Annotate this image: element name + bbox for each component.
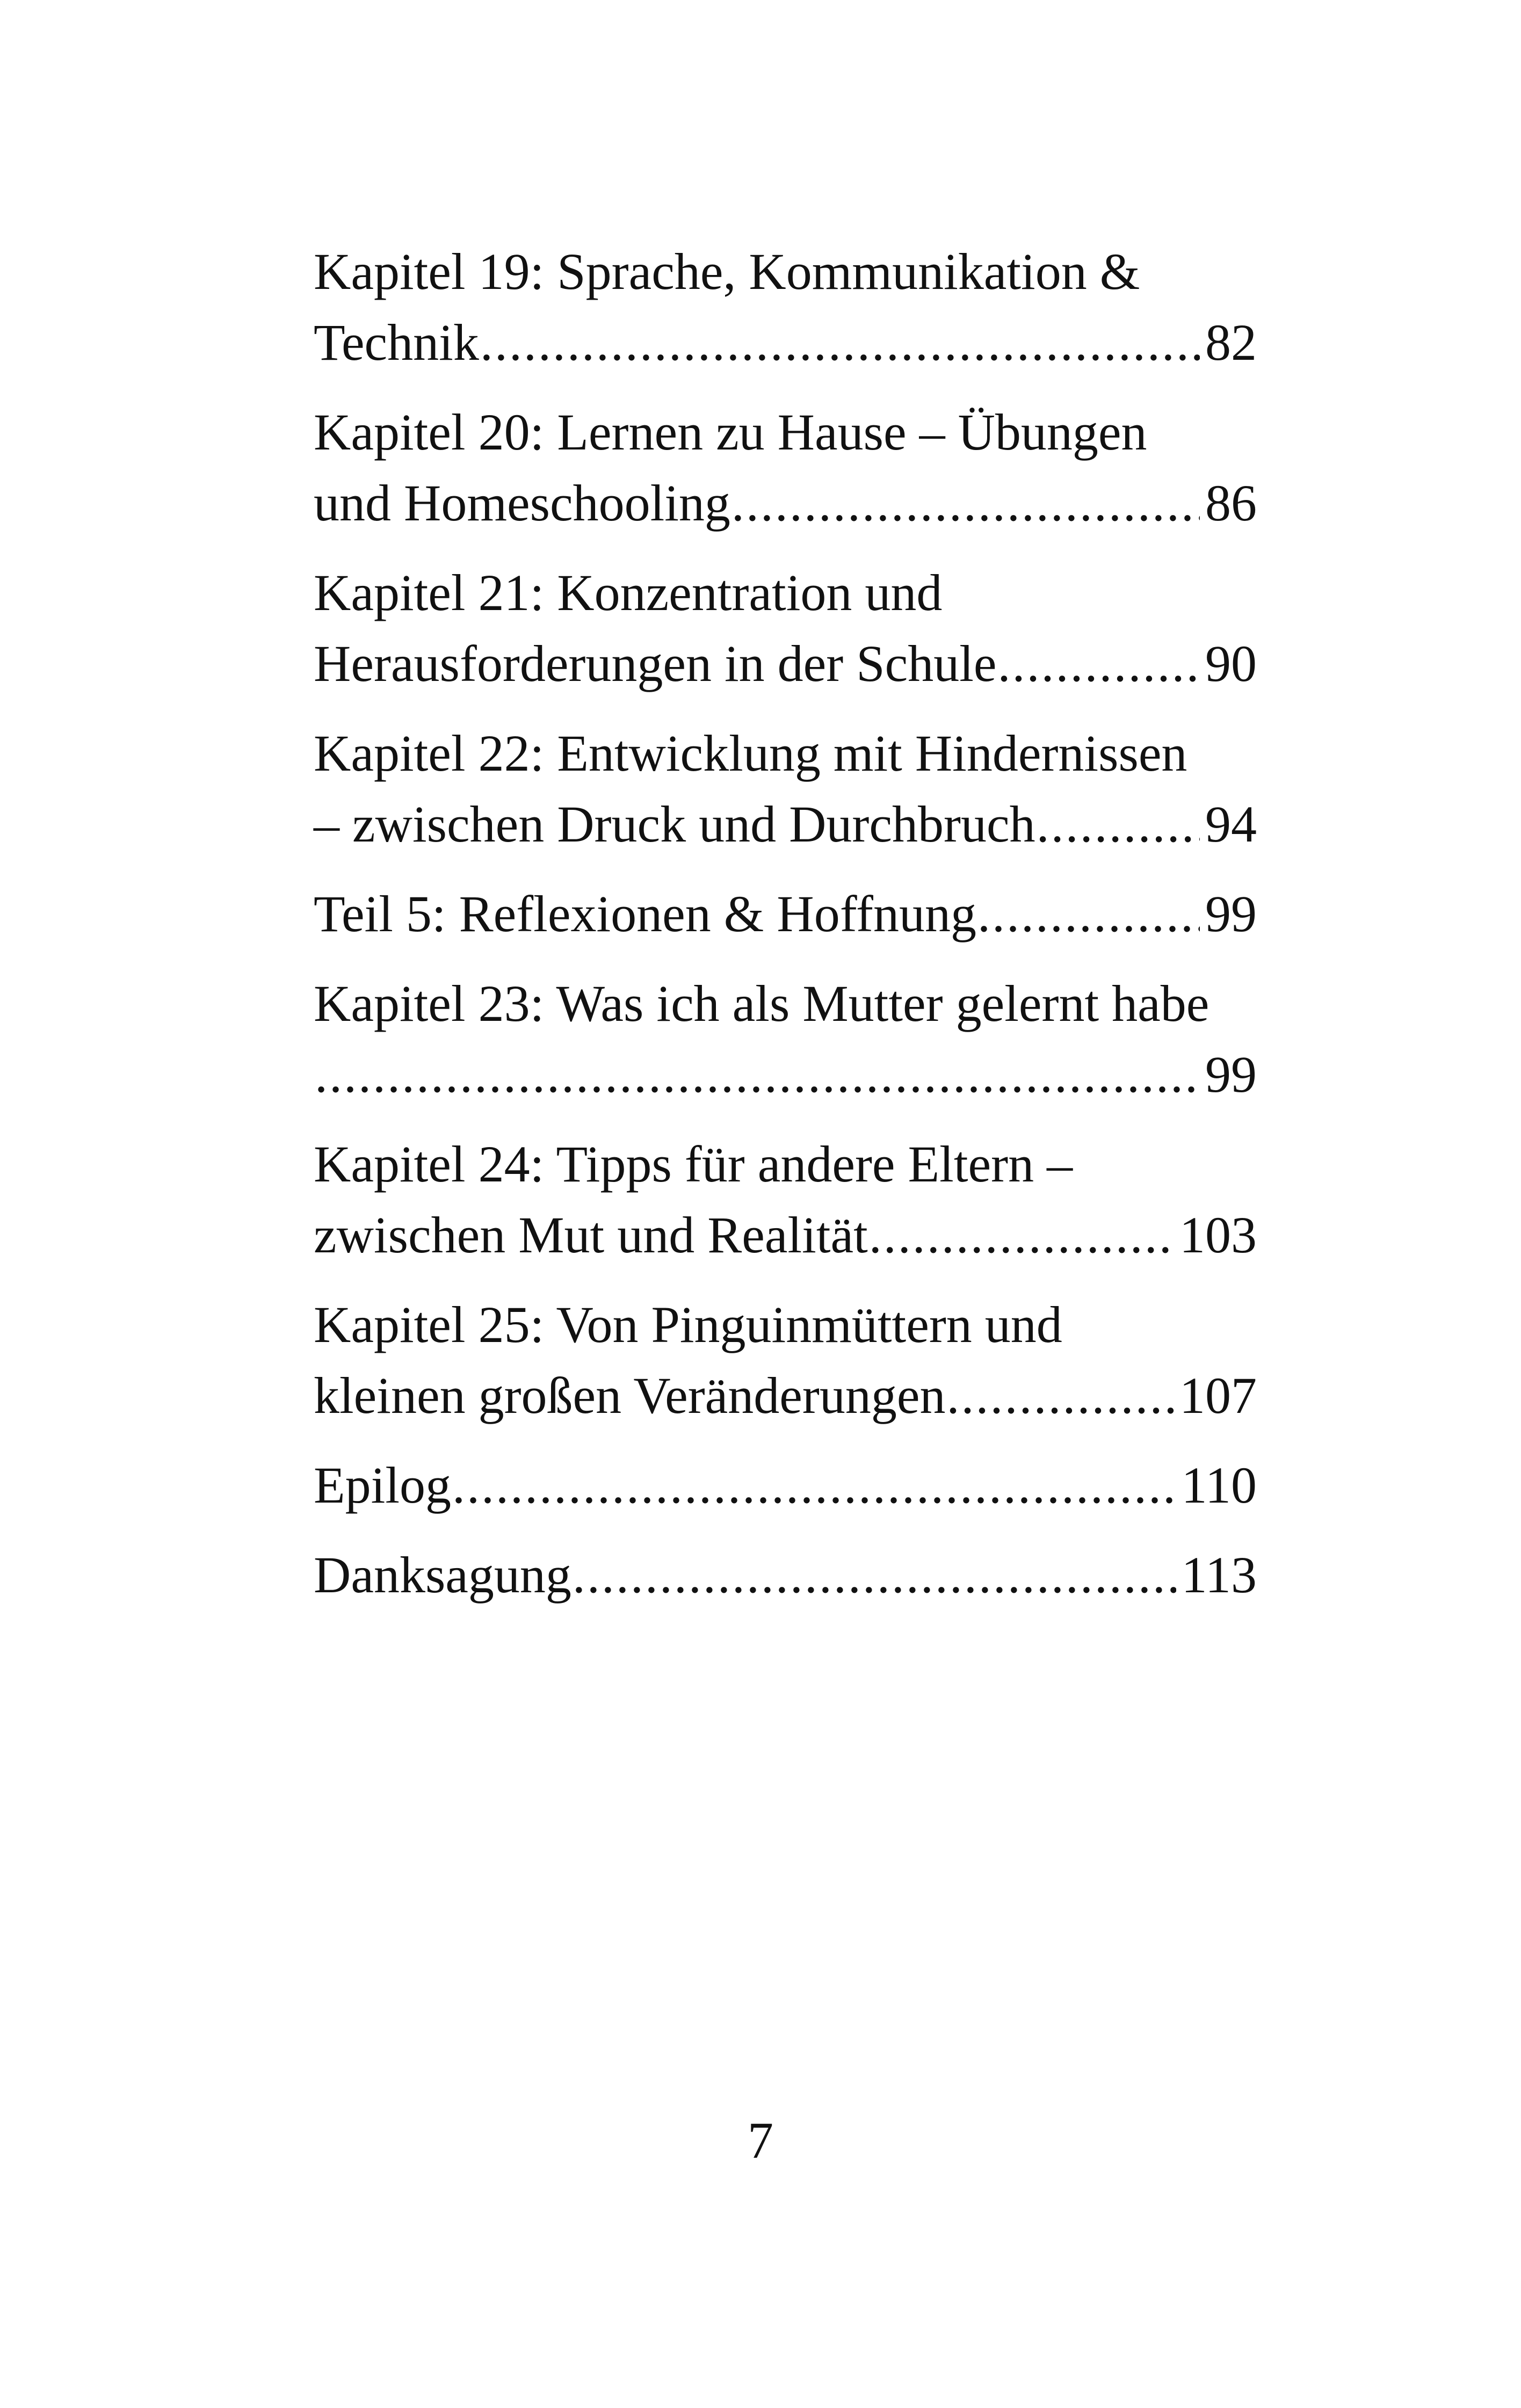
toc-entry-last-line: [314, 1039, 1257, 1110]
dot-leader: [998, 628, 1200, 699]
toc-entry-title-line: [314, 236, 1257, 307]
toc-entry-title: Kapitel 21: Konzentration und: [314, 564, 943, 621]
toc-entry-last-line: [314, 879, 1257, 949]
toc-entry-title: Kapitel 20: Lernen zu Hause – Übungen: [314, 403, 1147, 461]
toc-entry-title-line: [314, 718, 1257, 789]
dot-leader: [315, 1039, 1200, 1110]
toc-entry[interactable]: [314, 879, 1257, 949]
toc-entry-title-line: [314, 968, 1257, 1039]
dot-leader: [452, 1450, 1176, 1521]
page-number: 7: [748, 2112, 773, 2169]
dot-leader: [1037, 789, 1200, 860]
dot-leader: [731, 468, 1200, 539]
toc-entry-title: und Homeschooling: [314, 474, 730, 532]
toc-entry-title: Herausforderungen in der Schule: [314, 635, 997, 692]
toc-entry[interactable]: [314, 1289, 1257, 1431]
toc-page-ref: 107: [1179, 1367, 1257, 1424]
dot-leader: [573, 1540, 1176, 1611]
toc-entry-title-line: [314, 1129, 1257, 1200]
toc-page-ref: 113: [1181, 1546, 1257, 1604]
toc-entry-title: zwischen Mut und Realität: [314, 1206, 868, 1264]
dot-leader: [946, 1360, 1174, 1431]
toc-entry-title: Technik: [314, 314, 479, 371]
dot-leader: [480, 307, 1200, 378]
toc-entry[interactable]: [314, 1540, 1257, 1611]
toc-entry-title: Kapitel 25: Von Pinguinmüttern und: [314, 1296, 1062, 1353]
toc-page-ref: 99: [1205, 885, 1257, 942]
dot-leader: [869, 1200, 1174, 1271]
toc-entry-title: Teil 5: Reflexionen & Hoffnung: [314, 885, 976, 942]
dot-leader: [977, 879, 1200, 949]
toc-page-ref: 110: [1181, 1456, 1257, 1514]
toc-entry-last-line: [314, 307, 1257, 378]
toc-entry-last-line: [314, 1360, 1257, 1431]
toc-page-ref: 90: [1205, 635, 1257, 692]
toc-entry[interactable]: [314, 1450, 1257, 1521]
toc-entry-title: – zwischen Druck und Durchbruch: [314, 795, 1035, 853]
toc-entry-title: Kapitel 19: Sprache, Kommunikation &: [314, 243, 1140, 300]
toc-entry-title: kleinen großen Veränderungen: [314, 1367, 946, 1424]
toc-page-ref: 103: [1179, 1206, 1257, 1264]
toc-entry-last-line: [314, 1450, 1257, 1521]
toc-entry-title-line: [314, 397, 1257, 468]
toc-entry-last-line: [314, 1200, 1257, 1271]
toc-page-ref: 94: [1205, 795, 1257, 853]
toc-entry-title: Danksagung: [314, 1546, 571, 1604]
toc-page-ref: 82: [1205, 314, 1257, 371]
toc-entry-title-line: [314, 1289, 1257, 1360]
toc-entry[interactable]: [314, 1129, 1257, 1271]
toc-entry-title-line: [314, 557, 1257, 628]
toc-entry[interactable]: [314, 718, 1257, 860]
toc-entry[interactable]: [314, 557, 1257, 699]
toc-entry-title: Kapitel 24: Tipps für andere Eltern –: [314, 1135, 1073, 1193]
toc-entry-last-line: [314, 1540, 1257, 1611]
toc-entry-last-line: [314, 468, 1257, 539]
table-of-contents: [314, 236, 1257, 1629]
toc-entry-title: Kapitel 23: Was ich als Mutter gelernt habe: [314, 975, 1209, 1032]
toc-entry-last-line: [314, 628, 1257, 699]
toc-entry-title: Epilog: [314, 1456, 451, 1514]
toc-entry[interactable]: [314, 236, 1257, 378]
toc-entry[interactable]: [314, 968, 1257, 1110]
toc-entry-last-line: [314, 789, 1257, 860]
toc-entry[interactable]: [314, 397, 1257, 539]
toc-entry-title: Kapitel 22: Entwicklung mit Hindernissen: [314, 724, 1187, 782]
toc-page-ref: 86: [1205, 474, 1257, 532]
toc-page-ref: 99: [1205, 1046, 1257, 1103]
